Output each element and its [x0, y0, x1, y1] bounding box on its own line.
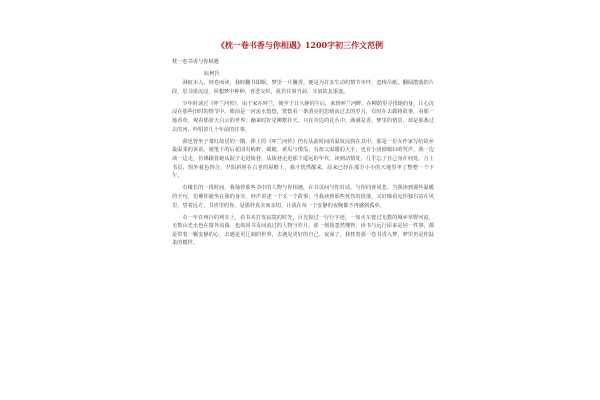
essay-paragraph-3: 我也曾坐于萧红故居的一隅，捧上的《呼兰河传》仍有从前时间的温度浸润在其中，那是一位女作家写给故乡最温柔的诉说，她笔下的后花园有蚂蚱、蜻蜓、黄瓜与倭瓜，有祖父温暖的大手，也有小团圆媳妇的哭声。我一边读一边走，仿佛跟着她从院子走进街巷，从街巷走进那个遥远的年代，读到动情处，几乎忘了自己身在何处。合上书页，窗外暮色四合，夕阳斜照在古老的屋檐上，我才恍然醒来，原来已经在那方小小的天地里坐了整整一个下午。	[172, 138, 434, 180]
essay-body	[172, 79, 434, 400]
essay-paragraph-5: 有一年在西行的列车上，看书未打发寂寞的时光，目光掠过一行行字迹，一如火车驶过无数的城乡草野河流，无数山光水色在窗外流淌，也如同书页间流过的人物与岁月。那一刻我忽然懂得，读书与远行原来是同一件事，都是带着一颗安静的心，去遇见更辽阔的世界，去遇见更好的自己。夜深了，我枕着那一卷书香入梦，梦里仍是你温柔的模样。	[172, 214, 434, 247]
essay-author: 纭柯氏	[204, 71, 220, 77]
essay-paragraph-4: 有缘长的一段时间，我抽着那些书中的人物与你相遇，在书页间与你对话，与你同喜同悲。当我读到那些温暖的字句，仿佛你就坐在我的身旁，轻声讲述一个又一个故事；当我读到那些忧伤的段落，又好像看见你独自站在风里，望着远方。书香里的你，是那样真实而亲切，让我在每一个安静的夜晚都不再感到孤单。	[172, 185, 434, 209]
essay-paragraph-1: 洞痕未入，轻卷而读，我时翻书即眠，梦里一片馨香。便是为许多生动的情节牵绊，恋栈尽纸，翻阅散落的片段，思书墨沉浸，回想梦中种种，喜悲交织，犹若往事当前，又似故友重逢。	[172, 80, 434, 95]
document-title: 《枕一卷书香与你相遇》1200字初三作文范例	[216, 40, 384, 50]
essay-subtitle: 枕一卷书香与你相遇	[172, 59, 219, 65]
essay-paragraph-2: 少年时读过《呼兰河传》，由于家在呼兰，便至于日久静的午后，来到呼兰河畔，在柳荫里寻找她的身，让心沉浸在那些旧时的情节中。眼前是一河流水悠悠，恍惚看一条清亮的思绪流过去的岁月，有时在去做将故事，看那一地香草，观看那蓝天白云的世界，幽来时好见柳絮扑天，只在旁边的花丛中，满满是香。梦里的情景，却是那条过去的河，吟唱着几十年前的往事。	[172, 100, 434, 133]
